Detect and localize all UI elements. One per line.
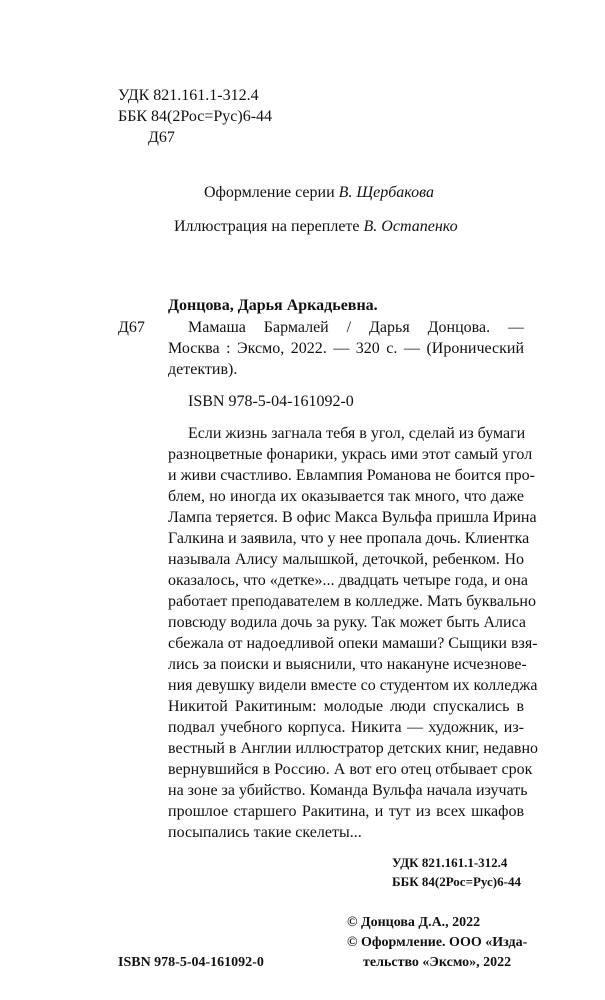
copyright-design: © Оформление. ООО «Изда- bbox=[347, 935, 528, 950]
annotation-line: вестный в Англии иллюстратор детских книг, недавно bbox=[168, 740, 539, 757]
annotation-line: и живи счастливо. Евлампия Романова не боится про- bbox=[168, 467, 535, 484]
isbn: ISBN 978-5-04-161092-0 bbox=[188, 393, 354, 410]
description-line: Мамаша Бармалей / Дарья Донцова. — bbox=[188, 319, 524, 336]
bottom-bbk-code: ББК 84(2Рос=Рус)6-44 bbox=[392, 874, 521, 889]
annotation-line: называла Алису малышкой, деточкой, ребенком. Но bbox=[168, 551, 524, 568]
copyright-publisher: тельство «Эксмо», 2022 bbox=[363, 955, 512, 970]
cover-illustration-credit bbox=[174, 217, 458, 237]
udk-code: УДК 821.161.1-312.4 bbox=[118, 87, 259, 104]
bibliographic-author-mark: Д67 bbox=[118, 319, 145, 336]
series-design-credit bbox=[204, 183, 434, 203]
author-mark: Д67 bbox=[148, 129, 175, 146]
footer-isbn: ISBN 978-5-04-161092-0 bbox=[118, 955, 264, 970]
description-line: детектив). bbox=[168, 361, 238, 378]
annotation-line: посыпались такие скелеты... bbox=[168, 824, 362, 841]
annotation-line: подвал учебного корпуса. Никита — художник, из- bbox=[168, 719, 524, 736]
cover-illustration-prefix: Иллюстрация на переплете bbox=[174, 218, 364, 235]
annotation-line: работает преподавателем в колледже. Мать буквально bbox=[168, 593, 536, 610]
annotation-line: Никитой Ракитиным: молодые люди спускались в bbox=[168, 698, 524, 715]
annotation-line: вернувшийся в Россию. А вот его отец отбывает срок bbox=[168, 761, 533, 778]
annotation-line: блем, но иногда их оказывается так много, что даже bbox=[168, 488, 524, 505]
annotation-line: повсюду водила дочь за руку. Так может быть Алиса bbox=[168, 614, 526, 631]
annotation-line: оказалось, что «детке»... двадцать четыре года, и она bbox=[168, 572, 528, 589]
author-heading: Донцова, Дарья Аркадьевна. bbox=[168, 297, 378, 314]
bbk-code: ББК 84(2Рос=Рус)6-44 bbox=[118, 108, 273, 125]
annotation-line: Галкина и заявила, что у нее пропала дочь. Клиентка bbox=[168, 530, 530, 547]
series-design-name: В. Щербакова bbox=[338, 184, 434, 201]
description-line: Москва : Эксмо, 2022. — 320 с. — (Иронический bbox=[168, 340, 524, 357]
series-design-prefix: Оформление серии bbox=[204, 184, 339, 201]
copyright-author: © Донцова Д.А., 2022 bbox=[347, 915, 481, 930]
annotation-line: прошлое старшего Ракитина, и тут из всех шкафов bbox=[168, 803, 524, 820]
annotation-line: Лампа теряется. В офис Макса Вульфа пришла Ирина bbox=[168, 509, 537, 526]
annotation-line: лись за поиски и выяснили, что накануне исчезнове- bbox=[168, 656, 527, 673]
annotation-line: на зоне за убийство. Команда Вульфа начала изучать bbox=[168, 782, 528, 799]
bottom-udk-code: УДК 821.161.1-312.4 bbox=[392, 855, 508, 870]
cover-illustration-name: В. Остапенко bbox=[363, 218, 458, 235]
annotation-line: Если жизнь загнала тебя в угол, сделай из бумаги bbox=[188, 425, 526, 442]
annotation-line: ния девушку видели вместе со студентом их колледжа bbox=[168, 677, 538, 694]
annotation-line: разноцветные фонарики, укрась ими этот самый угол bbox=[168, 446, 533, 463]
annotation-line: сбежала от надоедливой опеки мамаши? Сыщики взя- bbox=[168, 635, 538, 652]
